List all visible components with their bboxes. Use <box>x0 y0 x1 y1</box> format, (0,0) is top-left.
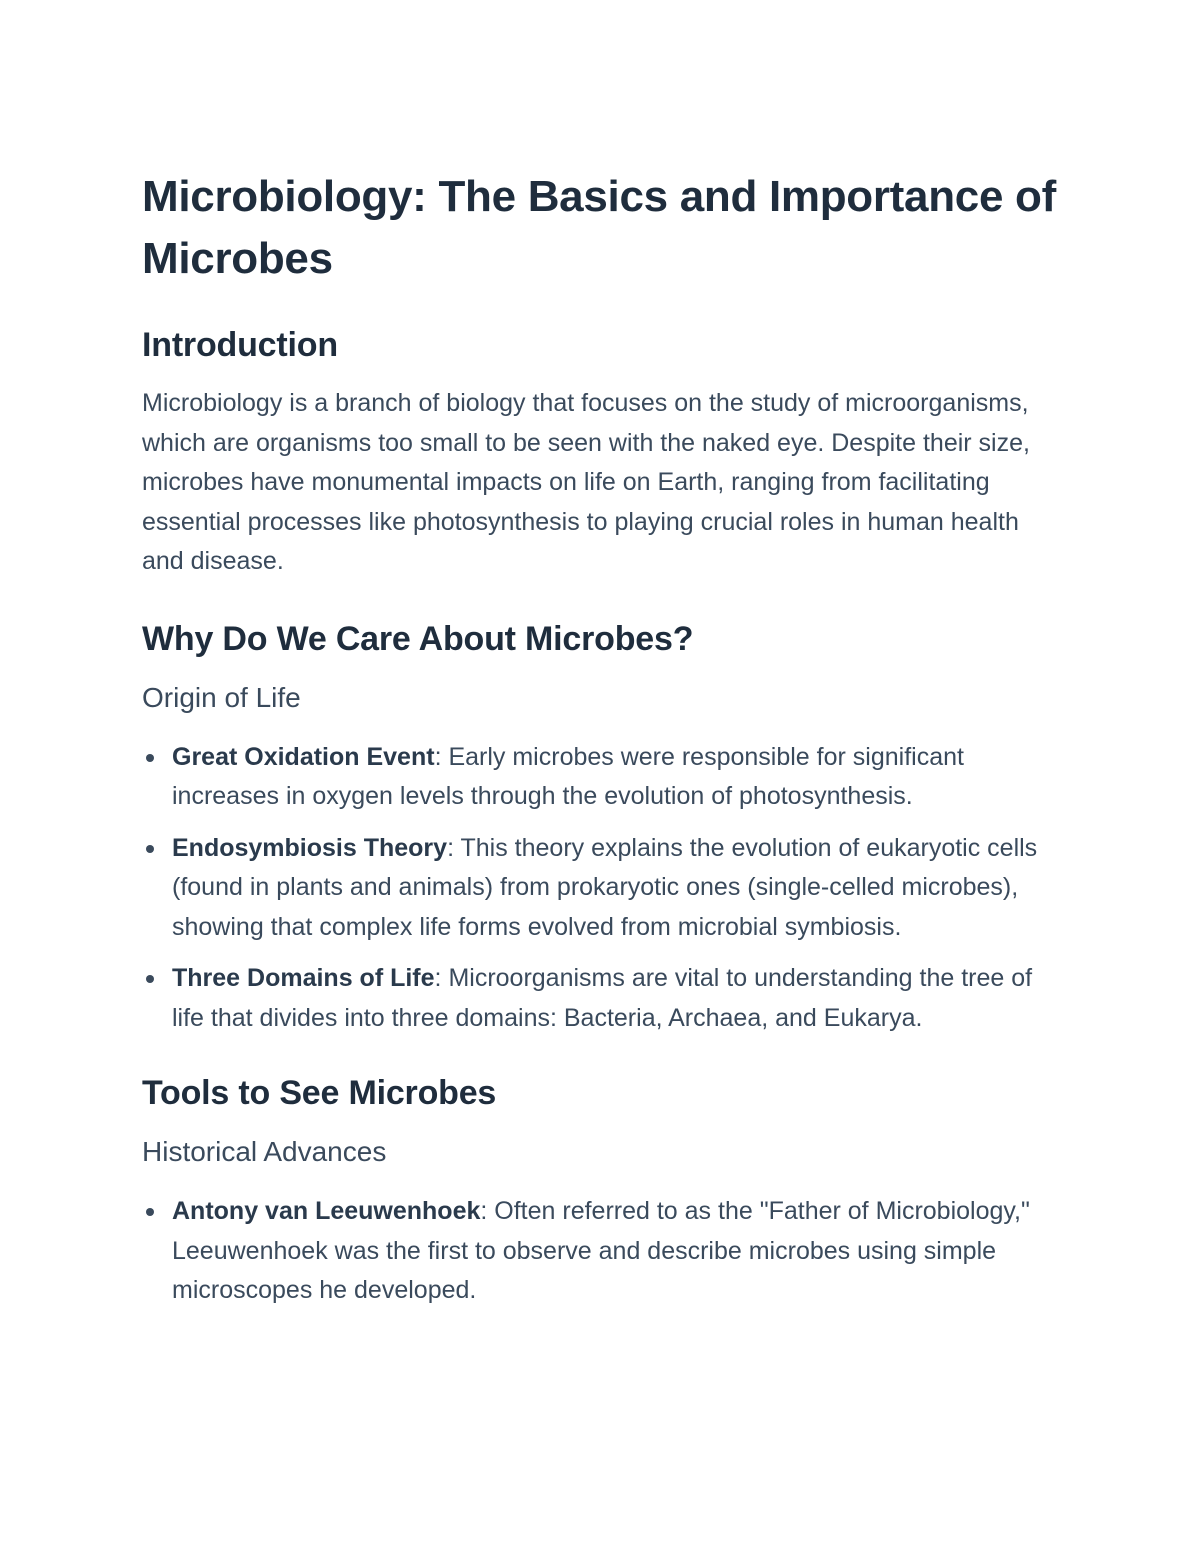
heading-why-care: Why Do We Care About Microbes? <box>142 619 694 658</box>
list-item <box>142 829 1062 948</box>
heading-tools: Tools to See Microbes <box>142 1074 497 1112</box>
introduction-paragraph: Microbiology is a branch of biology that focuses on the study of microorganisms, which are organisms too small to be seen with the naked eye. Despite their size, microbes have monumental impacts on life on Earth, ranging from facilitating essential processes like photosynthesis to playing crucial roles in human health and disease. <box>142 389 1030 575</box>
historical-advances-list <box>142 1192 1062 1311</box>
page-title: Microbiology: The Basics and Importance of Microbes <box>142 172 1056 283</box>
subheading-historical-advances: Historical Advances <box>142 1136 387 1167</box>
list-item <box>142 738 1062 817</box>
bullet-icon <box>146 845 154 853</box>
subheading-origin-of-life: Origin of Life <box>142 681 301 713</box>
bullet-icon <box>146 754 154 762</box>
list-item-term: Three Domains of Life <box>172 964 435 992</box>
list-item-text: : Often referred to as the "Father of Microbiology," Leeuwenhoek was the first to observe and describe microbes using simple microscopes he developed. <box>172 1197 1030 1304</box>
document-page <box>142 166 1062 1323</box>
list-item-text: : Microorganisms are vital to understanding the tree of life that divides into three domains: Bacteria, Archaea, and Eukarya. <box>172 964 1033 1032</box>
bullet-icon <box>146 1208 154 1216</box>
bullet-icon <box>146 975 154 983</box>
list-item-term: Great Oxidation Event <box>172 742 435 771</box>
origin-of-life-list <box>142 738 1062 1039</box>
list-item-text: : This theory explains the evolution of eukaryotic cells (found in plants and animals) from prokaryotic ones (single-celled microbes), showing that complex life forms evolved from microbial symbiosis. <box>172 833 1038 941</box>
list-item-term: Endosymbiosis Theory <box>172 833 448 862</box>
heading-introduction: Introduction <box>142 326 338 364</box>
list-item <box>142 959 1062 1038</box>
list-item-term: Antony van Leeuwenhoek <box>172 1197 481 1225</box>
list-item <box>142 1192 1062 1311</box>
list-item-text: : Early microbes were responsible for significant increases in oxygen levels through the evolution of photosynthesis. <box>172 742 964 810</box>
